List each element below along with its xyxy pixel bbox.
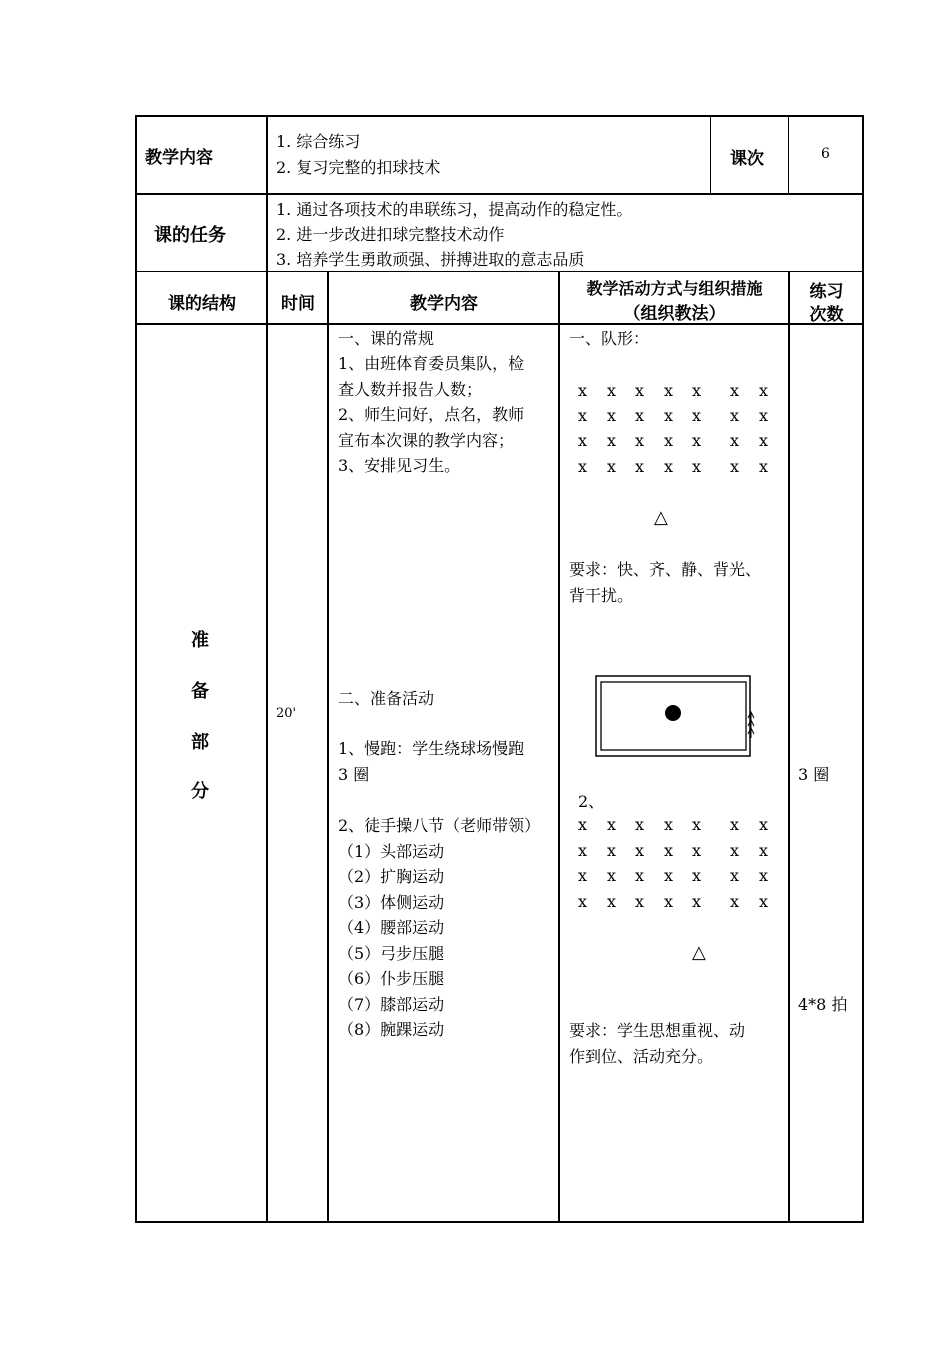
exercise-item: （5）弓步压腿	[338, 944, 445, 963]
student-mark: x	[635, 841, 645, 860]
exercise-item: （8）腕踝运动	[338, 1020, 445, 1039]
routine-line: 一、课的常规	[338, 329, 435, 348]
content-item-2: 2. 复习完整的扣球技术	[276, 158, 441, 177]
table-border-left	[135, 115, 137, 1223]
student-mark: x	[692, 892, 702, 911]
col-header-content: 教学内容	[410, 294, 478, 314]
student-mark: x	[692, 406, 702, 425]
student-mark: x	[607, 431, 617, 450]
student-mark: x	[759, 841, 769, 860]
ball-dot	[665, 705, 681, 721]
lesson-no-value: 6	[821, 146, 830, 162]
student-mark: x	[664, 866, 674, 885]
student-mark: x	[578, 431, 588, 450]
section-char: 备	[191, 681, 209, 702]
student-mark: x	[635, 815, 645, 834]
reps-value: 4*8 拍	[798, 995, 848, 1014]
routine-line: 2、师生问好，点名，教师	[338, 405, 525, 424]
exercise-item: （4）腰部运动	[338, 918, 445, 937]
student-mark: x	[578, 381, 588, 400]
col-header-reps-sub: 次数	[809, 305, 844, 325]
student-mark: x	[578, 815, 588, 834]
row-divider	[135, 193, 864, 195]
student-mark: x	[692, 841, 702, 860]
student-mark: x	[664, 841, 674, 860]
formation2-title: 2、	[578, 792, 605, 811]
col-divider	[710, 115, 711, 195]
col-header-method: 教学活动方式与组织措施	[586, 279, 763, 298]
student-mark: x	[635, 866, 645, 885]
student-mark: x	[759, 866, 769, 885]
task-label: 课的任务	[154, 225, 226, 246]
student-mark: x	[759, 406, 769, 425]
student-mark: x	[607, 457, 617, 476]
student-mark: x	[730, 406, 740, 425]
student-mark: x	[730, 892, 740, 911]
student-mark: x	[692, 431, 702, 450]
student-mark: x	[578, 406, 588, 425]
content-item-1: 1. 综合练习	[276, 132, 361, 151]
student-mark: x	[664, 431, 674, 450]
col-divider	[558, 271, 560, 1223]
routine-line: 查人数并报告人数；	[338, 380, 483, 399]
student-mark: x	[730, 381, 740, 400]
student-mark: x	[578, 841, 588, 860]
student-mark: x	[607, 406, 617, 425]
student-mark: x	[635, 457, 645, 476]
student-mark: x	[635, 381, 645, 400]
exercise-item: （2）扩胸运动	[338, 867, 445, 886]
col-divider	[788, 271, 790, 1223]
content-label: 教学内容	[145, 148, 213, 168]
student-mark: x	[692, 815, 702, 834]
teacher-triangle: △	[692, 942, 706, 963]
task-item-1: 1. 通过各项技术的串联练习，提高动作的稳定性。	[276, 200, 633, 219]
col-header-time: 时间	[281, 294, 315, 314]
section-char: 准	[191, 630, 209, 651]
student-mark: x	[759, 381, 769, 400]
table-border-top	[135, 115, 864, 117]
jog-line: 3 圈	[338, 765, 370, 784]
student-mark: x	[607, 892, 617, 911]
requirement-line: 要求：快、齐、静、背光、	[569, 560, 762, 579]
student-mark: x	[692, 381, 702, 400]
requirement-line: 要求：学生思想重视、动	[569, 1021, 746, 1040]
student-mark: x	[730, 866, 740, 885]
running-arrows-icon	[748, 712, 754, 738]
requirement-line: 背干扰。	[569, 586, 634, 605]
formation-title: 一、队形：	[569, 329, 650, 348]
student-mark: x	[664, 892, 674, 911]
student-mark: x	[635, 406, 645, 425]
exercise-item: （7）膝部运动	[338, 995, 445, 1014]
col-divider	[327, 271, 329, 1223]
reps-value: 3 圈	[798, 765, 830, 784]
student-mark: x	[759, 457, 769, 476]
exercise-item: （3）体侧运动	[338, 893, 445, 912]
table-border-bottom	[135, 1221, 864, 1223]
student-mark: x	[578, 866, 588, 885]
col-header-method-sub: （组织教法）	[623, 304, 726, 324]
student-mark: x	[730, 457, 740, 476]
routine-line: 宣布本次课的教学内容；	[338, 431, 515, 450]
requirement-line: 作到位、活动充分。	[569, 1047, 714, 1066]
student-mark: x	[607, 381, 617, 400]
student-mark: x	[759, 815, 769, 834]
exercise-item: （1）头部运动	[338, 842, 445, 861]
task-item-3: 3. 培养学生勇敢顽强、拼搏进取的意志品质	[276, 250, 585, 269]
student-mark: x	[664, 406, 674, 425]
exercise-title: 2、徒手操八节（老师带领）	[338, 816, 541, 835]
student-mark: x	[607, 841, 617, 860]
section-char: 部	[191, 732, 209, 753]
student-mark: x	[730, 431, 740, 450]
student-mark: x	[607, 866, 617, 885]
student-mark: x	[607, 815, 617, 834]
jog-line: 1、慢跑：学生绕球场慢跑	[338, 739, 525, 758]
lesson-no-label: 课次	[730, 149, 764, 169]
court-diagram	[594, 674, 762, 762]
routine-line: 3、安排见习生。	[338, 456, 461, 475]
student-mark: x	[664, 457, 674, 476]
col-header-structure: 课的结构	[168, 294, 236, 314]
section-char: 分	[191, 781, 209, 802]
student-mark: x	[635, 892, 645, 911]
student-mark: x	[692, 866, 702, 885]
student-mark: x	[578, 892, 588, 911]
student-mark: x	[578, 457, 588, 476]
task-item-2: 2. 进一步改进扣球完整技术动作	[276, 225, 505, 244]
teacher-triangle: △	[654, 507, 668, 528]
student-mark: x	[664, 815, 674, 834]
student-mark: x	[730, 841, 740, 860]
student-mark: x	[635, 431, 645, 450]
col-header-reps: 练习	[809, 282, 844, 302]
student-mark: x	[664, 381, 674, 400]
student-mark: x	[759, 431, 769, 450]
student-mark: x	[692, 457, 702, 476]
section-time: 20'	[276, 706, 297, 721]
col-divider	[266, 271, 268, 1223]
student-mark: x	[759, 892, 769, 911]
student-mark: x	[730, 815, 740, 834]
routine-line: 1、由班体育委员集队，检	[338, 354, 525, 373]
exercise-item: （6）仆步压腿	[338, 969, 445, 988]
warmup-title: 二、准备活动	[338, 689, 435, 708]
